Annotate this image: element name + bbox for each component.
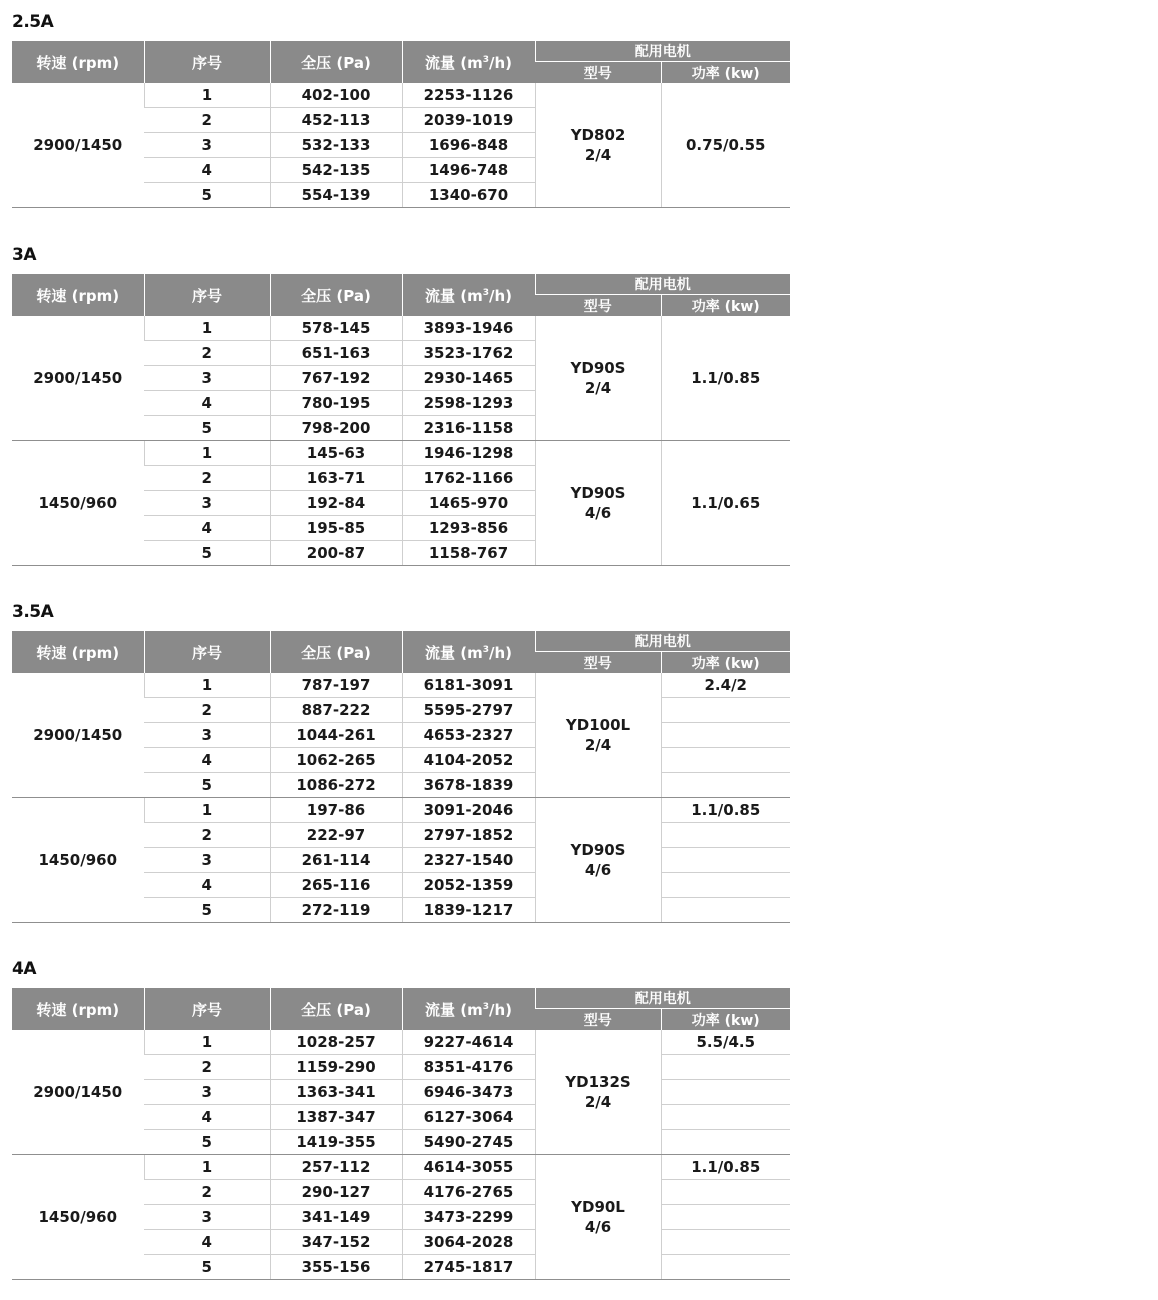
table-row [12, 1155, 790, 1180]
flow-cell: 1696-848 [402, 133, 535, 158]
pressure-cell: 780-195 [270, 391, 402, 416]
header-speed: 转速 (rpm) [12, 41, 144, 83]
seq-cell: 4 [144, 391, 270, 416]
model-name: YD90S [570, 359, 626, 377]
flow-cell: 9227-4614 [402, 1030, 535, 1055]
flow-cell: 8351-4176 [402, 1055, 535, 1080]
power-cell-empty [661, 1255, 790, 1280]
power-cell-empty [661, 823, 790, 848]
flow-cell: 1762-1166 [402, 466, 535, 491]
speed-cell: 1450/960 [12, 441, 144, 566]
section-title: 3.5A [12, 602, 54, 622]
seq-cell: 1 [144, 83, 270, 108]
header-flow [402, 274, 535, 316]
pressure-cell: 265-116 [270, 873, 402, 898]
model-name: YD132S [565, 1073, 631, 1091]
header-flow-suffix: /h) [488, 643, 512, 662]
pressure-cell: 578-145 [270, 316, 402, 341]
flow-cell: 2930-1465 [402, 366, 535, 391]
seq-cell: 2 [144, 466, 270, 491]
model-name: YD90L [571, 1198, 625, 1216]
model-cell [535, 1155, 661, 1280]
seq-cell: 2 [144, 698, 270, 723]
model-cell [535, 798, 661, 923]
model-poles: 2/4 [584, 736, 612, 754]
header-model: 型号 [535, 1009, 661, 1031]
section-title: 2.5A [12, 12, 54, 32]
seq-cell: 2 [144, 341, 270, 366]
header-motor: 配用电机 [535, 274, 790, 295]
flow-cell: 1496-748 [402, 158, 535, 183]
pressure-cell: 195-85 [270, 516, 402, 541]
header-power: 功率 (kw) [661, 295, 790, 317]
table-row [12, 673, 790, 698]
model-poles: 4/6 [584, 1218, 612, 1236]
seq-cell: 5 [144, 1130, 270, 1155]
header-flow-prefix: 流量 (m [425, 1000, 483, 1019]
flow-cell: 2598-1293 [402, 391, 535, 416]
seq-cell: 1 [144, 1155, 270, 1180]
header-pressure: 全压 (Pa) [270, 274, 402, 316]
pressure-cell: 261-114 [270, 848, 402, 873]
header-model: 型号 [535, 295, 661, 317]
header-pressure: 全压 (Pa) [270, 988, 402, 1030]
power-cell-empty [661, 1205, 790, 1230]
flow-cell: 2052-1359 [402, 873, 535, 898]
pressure-cell: 1363-341 [270, 1080, 402, 1105]
speed-cell: 1450/960 [12, 1155, 144, 1280]
flow-cell: 4104-2052 [402, 748, 535, 773]
flow-cell: 1293-856 [402, 516, 535, 541]
header-speed: 转速 (rpm) [12, 274, 144, 316]
power-cell-empty [661, 1230, 790, 1255]
power-cell: 5.5/4.5 [661, 1030, 790, 1055]
flow-cell: 1158-767 [402, 541, 535, 566]
header-flow [402, 631, 535, 673]
header-flow-prefix: 流量 (m [425, 286, 483, 305]
pressure-cell: 197-86 [270, 798, 402, 823]
power-cell-empty [661, 723, 790, 748]
seq-cell: 3 [144, 848, 270, 873]
header-motor: 配用电机 [535, 988, 790, 1009]
header-flow [402, 988, 535, 1030]
header-pressure: 全压 (Pa) [270, 41, 402, 83]
flow-cell: 1946-1298 [402, 441, 535, 466]
flow-cell: 6946-3473 [402, 1080, 535, 1105]
flow-cell: 1839-1217 [402, 898, 535, 923]
header-seq: 序号 [144, 988, 270, 1030]
header-speed: 转速 (rpm) [12, 988, 144, 1030]
power-cell-empty [661, 898, 790, 923]
header-flow-sup: 3 [482, 287, 489, 298]
model-poles: 2/4 [584, 379, 612, 397]
pressure-cell: 554-139 [270, 183, 402, 208]
flow-cell: 4176-2765 [402, 1180, 535, 1205]
seq-cell: 1 [144, 1030, 270, 1055]
power-cell: 1.1/0.65 [661, 441, 790, 566]
flow-cell: 5595-2797 [402, 698, 535, 723]
header-seq: 序号 [144, 631, 270, 673]
seq-cell: 3 [144, 1205, 270, 1230]
pressure-cell: 272-119 [270, 898, 402, 923]
power-cell-empty [661, 1055, 790, 1080]
table-row [12, 83, 790, 108]
seq-cell: 1 [144, 673, 270, 698]
flow-cell: 3893-1946 [402, 316, 535, 341]
flow-cell: 6181-3091 [402, 673, 535, 698]
seq-cell: 4 [144, 158, 270, 183]
seq-cell: 2 [144, 108, 270, 133]
seq-cell: 4 [144, 873, 270, 898]
model-poles: 2/4 [584, 146, 612, 164]
power-cell: 1.1/0.85 [661, 798, 790, 823]
header-flow-suffix: /h) [488, 53, 512, 72]
power-cell-empty [661, 873, 790, 898]
header-model: 型号 [535, 652, 661, 674]
flow-cell: 2316-1158 [402, 416, 535, 441]
flow-cell: 1465-970 [402, 491, 535, 516]
model-name: YD90S [570, 841, 626, 859]
power-cell-empty [661, 1130, 790, 1155]
seq-cell: 1 [144, 798, 270, 823]
header-flow-prefix: 流量 (m [425, 643, 483, 662]
spec-table [12, 41, 790, 208]
seq-cell: 5 [144, 1255, 270, 1280]
flow-cell: 5490-2745 [402, 1130, 535, 1155]
model-cell [535, 1030, 661, 1155]
flow-cell: 2327-1540 [402, 848, 535, 873]
header-seq: 序号 [144, 274, 270, 316]
section-title: 3A [12, 245, 36, 265]
header-flow-suffix: /h) [488, 1000, 512, 1019]
seq-cell: 3 [144, 723, 270, 748]
table-row [12, 1030, 790, 1055]
header-flow-sup: 3 [482, 644, 489, 655]
table-row [12, 798, 790, 823]
pressure-cell: 347-152 [270, 1230, 402, 1255]
seq-cell: 5 [144, 183, 270, 208]
power-cell-empty [661, 773, 790, 798]
pressure-cell: 1387-347 [270, 1105, 402, 1130]
header-flow-sup: 3 [482, 54, 489, 65]
pressure-cell: 290-127 [270, 1180, 402, 1205]
seq-cell: 4 [144, 748, 270, 773]
power-cell-empty [661, 1180, 790, 1205]
power-cell: 1.1/0.85 [661, 316, 790, 441]
model-poles: 2/4 [584, 1093, 612, 1111]
flow-cell: 4614-3055 [402, 1155, 535, 1180]
flow-cell: 3678-1839 [402, 773, 535, 798]
header-speed: 转速 (rpm) [12, 631, 144, 673]
power-cell-empty [661, 748, 790, 773]
flow-cell: 2745-1817 [402, 1255, 535, 1280]
power-cell-empty [661, 1080, 790, 1105]
header-motor: 配用电机 [535, 631, 790, 652]
seq-cell: 2 [144, 1055, 270, 1080]
flow-cell: 4653-2327 [402, 723, 535, 748]
seq-cell: 4 [144, 1230, 270, 1255]
flow-cell: 3064-2028 [402, 1230, 535, 1255]
pressure-cell: 257-112 [270, 1155, 402, 1180]
power-cell: 1.1/0.85 [661, 1155, 790, 1180]
pressure-cell: 798-200 [270, 416, 402, 441]
model-name: YD100L [565, 716, 631, 734]
seq-cell: 2 [144, 1180, 270, 1205]
seq-cell: 5 [144, 773, 270, 798]
flow-cell: 2253-1126 [402, 83, 535, 108]
header-flow-sup: 3 [482, 1001, 489, 1012]
power-cell: 2.4/2 [661, 673, 790, 698]
power-cell-empty [661, 1105, 790, 1130]
pressure-cell: 1062-265 [270, 748, 402, 773]
pressure-cell: 1419-355 [270, 1130, 402, 1155]
pressure-cell: 145-63 [270, 441, 402, 466]
seq-cell: 3 [144, 133, 270, 158]
header-power: 功率 (kw) [661, 62, 790, 84]
seq-cell: 3 [144, 366, 270, 391]
header-power: 功率 (kw) [661, 1009, 790, 1031]
pressure-cell: 192-84 [270, 491, 402, 516]
flow-cell: 3523-1762 [402, 341, 535, 366]
speed-cell: 2900/1450 [12, 316, 144, 441]
header-flow-prefix: 流量 (m [425, 53, 483, 72]
pressure-cell: 355-156 [270, 1255, 402, 1280]
spec-table [12, 988, 790, 1280]
model-cell [535, 441, 661, 566]
pressure-cell: 402-100 [270, 83, 402, 108]
seq-cell: 3 [144, 491, 270, 516]
pressure-cell: 222-97 [270, 823, 402, 848]
flow-cell: 1340-670 [402, 183, 535, 208]
pressure-cell: 452-113 [270, 108, 402, 133]
seq-cell: 3 [144, 1080, 270, 1105]
spec-table [12, 631, 790, 923]
model-name: YD802 [570, 126, 626, 144]
seq-cell: 5 [144, 898, 270, 923]
flow-cell: 3473-2299 [402, 1205, 535, 1230]
flow-cell: 6127-3064 [402, 1105, 535, 1130]
power-cell: 0.75/0.55 [661, 83, 790, 208]
flow-cell: 2039-1019 [402, 108, 535, 133]
speed-cell: 2900/1450 [12, 673, 144, 798]
pressure-cell: 1028-257 [270, 1030, 402, 1055]
spec-table [12, 274, 790, 566]
header-model: 型号 [535, 62, 661, 84]
power-cell-empty [661, 848, 790, 873]
model-poles: 4/6 [584, 861, 612, 879]
header-motor: 配用电机 [535, 41, 790, 62]
seq-cell: 1 [144, 316, 270, 341]
model-cell [535, 673, 661, 798]
seq-cell: 4 [144, 1105, 270, 1130]
pressure-cell: 341-149 [270, 1205, 402, 1230]
model-cell [535, 83, 661, 208]
header-flow [402, 41, 535, 83]
header-power: 功率 (kw) [661, 652, 790, 674]
pressure-cell: 787-197 [270, 673, 402, 698]
model-poles: 4/6 [584, 504, 612, 522]
section-title: 4A [12, 959, 36, 979]
pressure-cell: 651-163 [270, 341, 402, 366]
seq-cell: 1 [144, 441, 270, 466]
seq-cell: 5 [144, 541, 270, 566]
header-seq: 序号 [144, 41, 270, 83]
speed-cell: 2900/1450 [12, 83, 144, 208]
seq-cell: 4 [144, 516, 270, 541]
pressure-cell: 1044-261 [270, 723, 402, 748]
pressure-cell: 767-192 [270, 366, 402, 391]
header-pressure: 全压 (Pa) [270, 631, 402, 673]
flow-cell: 3091-2046 [402, 798, 535, 823]
power-cell-empty [661, 698, 790, 723]
pressure-cell: 1159-290 [270, 1055, 402, 1080]
model-name: YD90S [570, 484, 626, 502]
seq-cell: 2 [144, 823, 270, 848]
pressure-cell: 200-87 [270, 541, 402, 566]
pressure-cell: 542-135 [270, 158, 402, 183]
seq-cell: 5 [144, 416, 270, 441]
pressure-cell: 887-222 [270, 698, 402, 723]
header-flow-suffix: /h) [488, 286, 512, 305]
pressure-cell: 1086-272 [270, 773, 402, 798]
model-cell [535, 316, 661, 441]
flow-cell: 2797-1852 [402, 823, 535, 848]
table-row [12, 441, 790, 466]
table-row [12, 316, 790, 341]
pressure-cell: 163-71 [270, 466, 402, 491]
speed-cell: 1450/960 [12, 798, 144, 923]
pressure-cell: 532-133 [270, 133, 402, 158]
speed-cell: 2900/1450 [12, 1030, 144, 1155]
